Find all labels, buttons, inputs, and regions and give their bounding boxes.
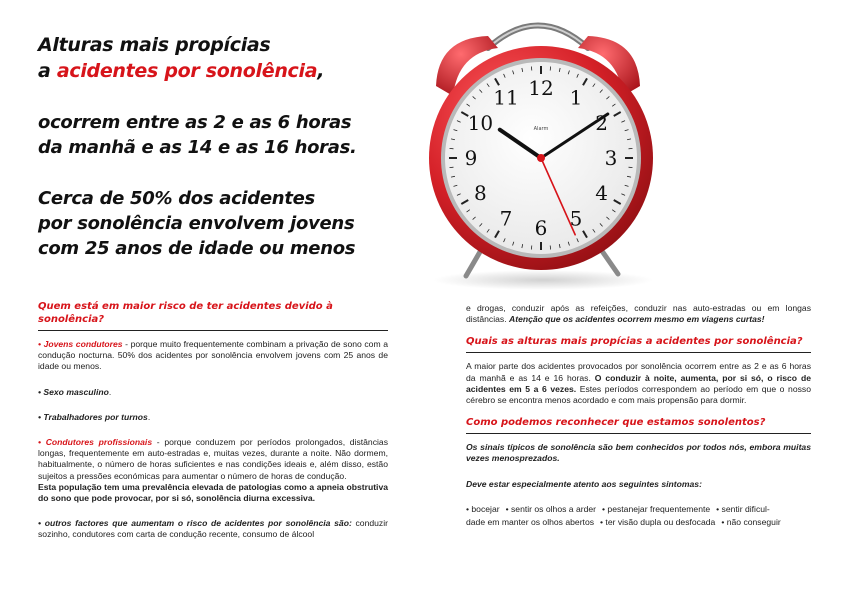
clock-number: 9 xyxy=(464,146,478,170)
section-title-risk: Quem está em maior risco de ter acidentes devido à sonolência? xyxy=(38,300,388,331)
risk-professional-drivers: • Condutores profissionais - porque conduzem por períodos prolongados, distâncias longas, frequentemente em auto-estradas e, muitas vezes, durante a noite. Não dormem, habitualmente, o número de horas suficientes e nas condições ideais e, além disso, estão sujeitos a pressões económicas para aumentar o número de horas de condução. xyxy=(38,437,388,481)
clock-number: 10 xyxy=(467,111,494,135)
risk-young-drivers: • Jovens condutores - porque muito frequentemente combinam a privação de sono com a condução nocturna. 50% dos acidentes por sonolência envolvem jovens com 25 anos de idade ou menos. xyxy=(38,339,388,372)
headline-line-2: a acidentes por sonolência, xyxy=(38,60,325,82)
symptom-item: • pestanejar frequentemente xyxy=(602,503,711,514)
symptom-item: • bocejar xyxy=(466,503,500,514)
right-column xyxy=(466,303,811,528)
alarm-clock-icon xyxy=(418,8,658,293)
risk-other-factors: • outros factores que aumentam o risco de acidentes por sonolência são: conduzir sozinho, condutores com carta de condução recente, consumo de álcool xyxy=(38,518,388,540)
clock-number: 4 xyxy=(595,181,608,205)
alarm-clock-illustration xyxy=(418,8,658,293)
headline-statistic xyxy=(38,186,355,261)
headline-line-4: da manhã e as 14 e as 16 horas. xyxy=(38,137,357,158)
clock-number: 7 xyxy=(499,206,513,231)
section-title-recognize: Como podemos reconhecer que estamos sonolentos? xyxy=(466,416,811,434)
clock-number: 6 xyxy=(534,216,548,240)
risk-apnea-note: Esta população tem uma prevalência elevada de patologias como a apneia obstrutiva do sono que pode provocar, por si só, sonolência diurna excessiva. xyxy=(38,481,388,504)
symptoms-list xyxy=(466,504,811,528)
symptom-item: • ter visão dupla ou desfocada xyxy=(600,517,716,528)
symptoms-intro: Deve estar especialmente atento aos seguintes sintomas: xyxy=(466,478,702,489)
headline-highlight: acidentes por sonolência xyxy=(56,60,318,82)
clock-number: 8 xyxy=(474,181,487,205)
recognize-intro: Os sinais típicos de sonolência são bem conhecidos por todos nós, embora muitas vezes menosprezados. xyxy=(466,442,811,464)
symptom-item: • não conseguir xyxy=(721,517,781,528)
left-column xyxy=(38,300,388,548)
clock-number: 3 xyxy=(604,146,618,170)
symptom-item: • sentir dificul- xyxy=(716,503,770,514)
headline-line-1: Alturas mais propícias xyxy=(38,34,271,56)
symptom-item: dade em manter os olhos abertos xyxy=(466,517,595,528)
headline-line-5: Cerca de 50% dos acidentes xyxy=(38,188,315,209)
risk-other-factors-continued: e drogas, conduzir após as refeições, conduzir nas auto-estradas ou em longas distâncias. Atenção que os acidentes ocorrem mesmo em viagens curtas! xyxy=(466,303,811,325)
symptom-item: • sentir os olhos a arder xyxy=(505,503,597,514)
clock-number: 2 xyxy=(595,111,608,135)
clock-number: 11 xyxy=(493,85,519,110)
headline-hours xyxy=(38,110,357,160)
hours-paragraph: A maior parte dos acidentes provocados por sonolência ocorrem entre as 2 e as 6 horas da manhã e as 14 e 16 horas. O conduzir à noite, aumenta, por si só, o risco de acidentes em 5 a 6 vezes. Estes períodos correspondem ao período em que o nosso cérebro se encontra menos acordado e com mais propensão para dormir. xyxy=(466,361,811,406)
clock-number: 5 xyxy=(569,206,583,231)
headline-line-7: com 25 anos de idade ou menos xyxy=(38,238,356,259)
headline-line-3: ocorrem entre as 2 e as 6 horas xyxy=(38,112,352,133)
clock-brand: Alarm xyxy=(533,126,549,132)
clock-number: 1 xyxy=(569,85,583,110)
risk-male: • Sexo masculino. xyxy=(38,386,112,397)
clock-number: 12 xyxy=(528,76,554,100)
section-title-hours: Quais as alturas mais propícias a acidentes por sonolência? xyxy=(466,335,811,353)
headline-intro xyxy=(38,32,324,84)
risk-shift-workers: • Trabalhadores por turnos. xyxy=(38,411,151,422)
headline-line-6: por sonolência envolvem jovens xyxy=(38,213,355,234)
